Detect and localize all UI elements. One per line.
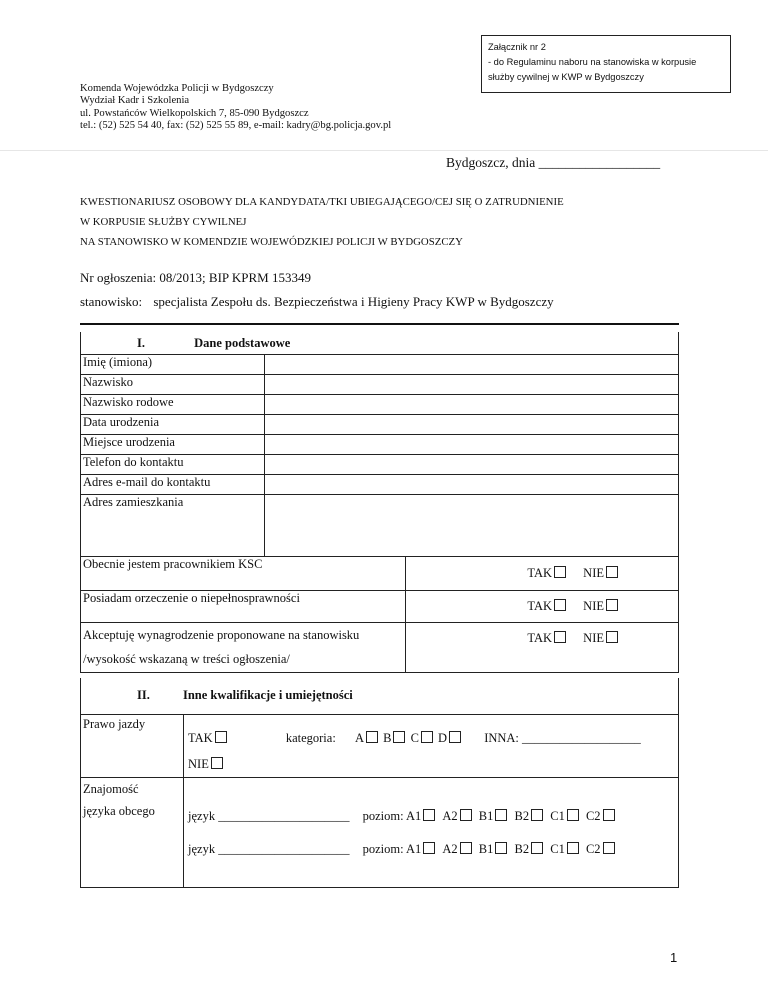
organization-header [80, 83, 391, 133]
field-label: Imię (imiona) [81, 354, 265, 374]
level-a1-checkbox[interactable] [423, 809, 435, 821]
category-c-label: C [410, 730, 419, 745]
language-label-line-2: języka obcego [83, 803, 155, 818]
level-c2-checkbox[interactable] [603, 809, 615, 821]
no-label: NIE [583, 565, 604, 580]
language-label-line-1: Znajomość [83, 781, 139, 796]
organization-contact: tel.: (52) 525 54 40, fax: (52) 525 55 89, e-mail: kadry@bg.policja.gov.pl [80, 120, 392, 132]
driving-no-label: NIE [188, 756, 209, 771]
phone-field[interactable] [265, 454, 679, 474]
annex-line-1: Załącznik nr 2 [488, 42, 546, 52]
question-answer [406, 556, 679, 590]
last-name-field[interactable] [265, 374, 679, 394]
yes-checkbox[interactable] [554, 631, 566, 643]
heavy-divider [80, 323, 679, 325]
section-2-number: II. [137, 688, 150, 703]
header-divider [0, 150, 768, 151]
level-label: poziom: [362, 841, 404, 856]
level-a1: A1 [405, 808, 422, 823]
no-label: NIE [583, 630, 604, 645]
section-1-number: I. [137, 336, 145, 350]
field-label: Adres e-mail do kontaktu [81, 474, 265, 494]
question-label: Posiadam orzeczenie o niepełnosprawności [81, 590, 406, 622]
question-answer [406, 622, 679, 672]
field-label: Adres zamieszkania [81, 494, 265, 556]
level-c1-checkbox[interactable] [567, 842, 579, 854]
language-cell [184, 777, 679, 887]
maiden-name-field[interactable] [265, 394, 679, 414]
language-row [188, 800, 676, 833]
level-c1: C1 [550, 808, 565, 823]
email-field[interactable] [265, 474, 679, 494]
section-2-table [80, 678, 679, 888]
question-answer [406, 590, 679, 622]
field-label: Telefon do kontaktu [81, 454, 265, 474]
driving-yes-checkbox[interactable] [215, 731, 227, 743]
driving-license-cell [184, 714, 679, 777]
level-b2-checkbox[interactable] [531, 842, 543, 854]
yes-checkbox[interactable] [554, 566, 566, 578]
question-text: Akceptuję wynagrodzenie proponowane na stanowisku [83, 627, 360, 642]
question-label: Obecnie jestem pracownikiem KSC [81, 556, 406, 590]
question-note: /wysokość wskazaną w treści ogłoszenia/ [83, 651, 290, 666]
annex-line-3: służby cywilnej w KWP w Bydgoszczy [488, 72, 644, 82]
level-a2: A2 [442, 841, 458, 856]
organization-address: ul. Powstańców Wielkopolskich 7, 85-090 Bydgoszcz [80, 107, 309, 119]
level-b1: B1 [478, 841, 494, 856]
level-a2-checkbox[interactable] [460, 842, 472, 854]
no-checkbox[interactable] [606, 566, 618, 578]
organization-department: Wydział Kadr i Szkolenia [80, 95, 190, 107]
section-2-header [81, 678, 679, 714]
level-a2: A2 [442, 808, 458, 823]
driving-no-checkbox[interactable] [211, 757, 223, 769]
annex-box [481, 35, 731, 93]
position-label: stanowisko: [80, 294, 143, 309]
position-value: specjalista Zespołu ds. Bezpieczeństwa i Higieny Pracy KWP w Bydgoszczy [153, 294, 554, 309]
category-a-label: A [354, 730, 364, 745]
position-line [80, 294, 554, 310]
level-label: poziom: [362, 808, 404, 823]
section-1-table [80, 332, 679, 673]
announcement-number: Nr ogłoszenia: 08/2013; BIP KPRM 153349 [80, 270, 311, 285]
field-label: Data urodzenia [81, 414, 265, 434]
level-a1: A1 [405, 841, 422, 856]
category-b-checkbox[interactable] [393, 731, 405, 743]
no-checkbox[interactable] [606, 631, 618, 643]
level-c1-checkbox[interactable] [567, 809, 579, 821]
yes-checkbox[interactable] [554, 599, 566, 611]
level-b2: B2 [514, 808, 530, 823]
level-b2: B2 [514, 841, 530, 856]
date-line[interactable]: Bydgoszcz, dnia __________________ [446, 155, 661, 170]
driving-license-label: Prawo jazdy [81, 714, 184, 777]
form-title-line-3: NA STANOWISKO W KOMENDZIE WOJEWÓDZKIEJ POLICJI W BYDGOSZCZY [80, 236, 463, 248]
category-b-label: B [383, 730, 392, 745]
category-d-label: D [438, 730, 448, 745]
yes-label: TAK [527, 630, 553, 645]
field-label: Miejsce urodzenia [81, 434, 265, 454]
language-field[interactable]: język _____________________ [188, 841, 350, 856]
category-label: kategoria: [285, 730, 336, 745]
level-a1-checkbox[interactable] [423, 842, 435, 854]
driving-yes-row [188, 725, 676, 751]
other-category-field[interactable]: INNA: ___________________ [484, 730, 641, 745]
organization-name: Komenda Wojewódzka Policji w Bydgoszczy [80, 83, 274, 94]
section-2-title: Inne kwalifikacje i umiejętności [182, 688, 353, 703]
page-number: 1 [670, 950, 678, 965]
field-label: Nazwisko [81, 374, 265, 394]
level-a2-checkbox[interactable] [460, 809, 472, 821]
birth-place-field[interactable] [265, 434, 679, 454]
level-b1-checkbox[interactable] [495, 809, 507, 821]
category-a-checkbox[interactable] [366, 731, 378, 743]
level-c2: C2 [585, 808, 601, 823]
section-1-header [81, 332, 679, 354]
language-row [188, 833, 676, 866]
annex-line-2: - do Regulaminu naboru na stanowiska w korpusie [488, 57, 697, 67]
birth-date-field[interactable] [265, 414, 679, 434]
address-field[interactable] [265, 494, 679, 556]
field-label: Nazwisko rodowe [81, 394, 265, 414]
level-c2-checkbox[interactable] [603, 842, 615, 854]
language-label-cell [81, 777, 184, 887]
no-checkbox[interactable] [606, 599, 618, 611]
level-c2: C2 [585, 841, 601, 856]
driving-no-row [188, 751, 676, 777]
level-b1: B1 [478, 808, 494, 823]
no-label: NIE [583, 598, 604, 613]
question-label [81, 622, 406, 672]
section-1-title: Dane podstawowe [194, 336, 291, 350]
level-b2-checkbox[interactable] [531, 809, 543, 821]
form-title-line-2: W KORPUSIE SŁUŻBY CYWILNEJ [80, 216, 247, 228]
first-name-field[interactable] [265, 354, 679, 374]
driving-yes-label: TAK [188, 730, 213, 745]
level-b1-checkbox[interactable] [495, 842, 507, 854]
yes-label: TAK [527, 565, 553, 580]
form-title-line-1: KWESTIONARIUSZ OSOBOWY DLA KANDYDATA/TKI UBIEGAJĄCEGO/CEJ SIĘ O ZATRUDNIENIE [80, 196, 564, 208]
language-field[interactable]: język _____________________ [188, 808, 350, 823]
level-c1: C1 [550, 841, 565, 856]
yes-label: TAK [527, 598, 553, 613]
category-d-checkbox[interactable] [449, 731, 461, 743]
category-c-checkbox[interactable] [421, 731, 433, 743]
